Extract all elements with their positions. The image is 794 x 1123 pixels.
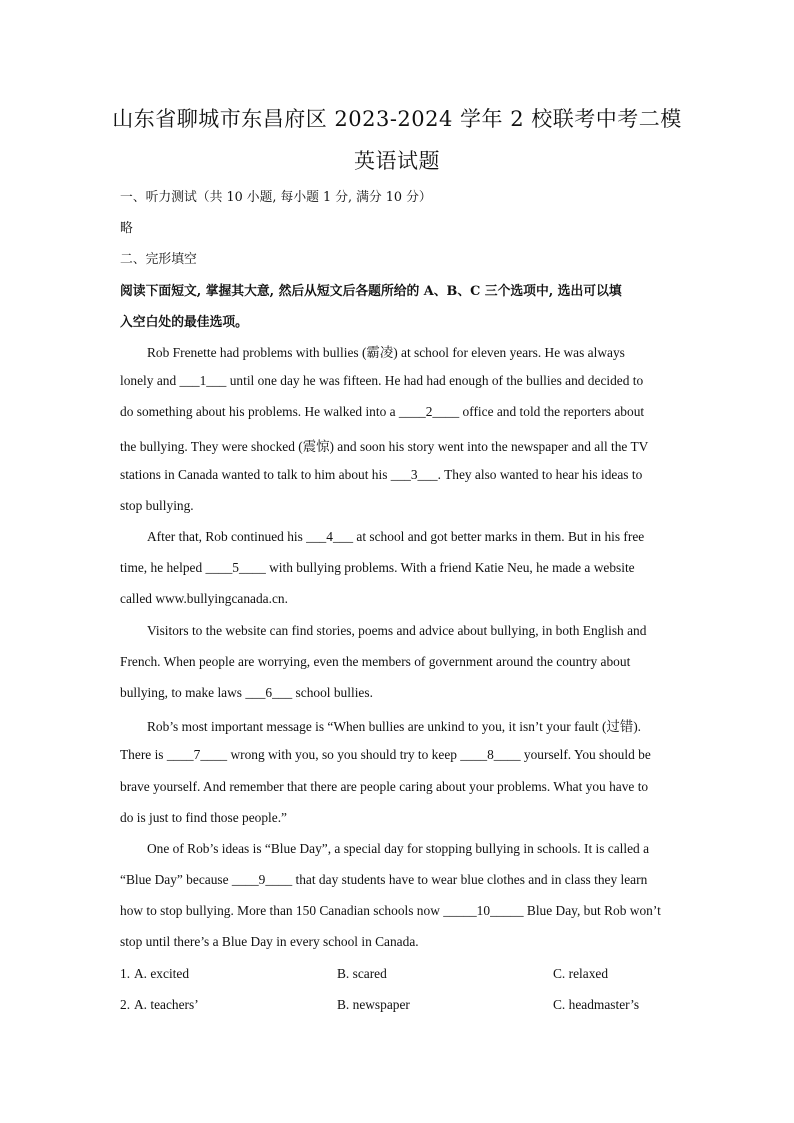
- document-title: 山东省聊城市东昌府区 2023-2024 学年 2 校联考中考二模: [112, 107, 682, 131]
- section2-instruction-line2: 入空白处的最佳选项。: [120, 315, 248, 330]
- passage-line: called www.bullyingcanada.cn.: [120, 591, 288, 606]
- option-c: C. headmaster’s: [553, 997, 640, 1012]
- passage-line: stop bullying.: [120, 498, 194, 513]
- option-b: B. newspaper: [337, 997, 410, 1012]
- section2-heading: 二、完形填空: [120, 252, 197, 267]
- passage-line: Rob’s most important message is “When bullies are unkind to you, it isn’t your fault (过错).: [147, 719, 642, 734]
- option-b: B. scared: [337, 966, 387, 981]
- section1-content: 略: [120, 221, 133, 236]
- passage-line: stop until there’s a Blue Day in every school in Canada.: [120, 934, 419, 949]
- passage-line: After that, Rob continued his ___4___ at school and got better marks in them. But in his free: [147, 529, 645, 544]
- passage-line: lonely and ___1___ until one day he was fifteen. He had had enough of the bullies and decided to: [120, 373, 644, 388]
- option-a: A. excited: [134, 966, 190, 981]
- option-a: A. teachers’: [134, 997, 199, 1012]
- passage-line: One of Rob’s ideas is “Blue Day”, a special day for stopping bullying in schools. It is called a: [147, 841, 650, 856]
- passage-line: “Blue Day” because ____9____ that day students have to wear blue clothes and in class they learn: [120, 872, 648, 887]
- option-c: C. relaxed: [553, 966, 609, 981]
- passage-line: do is just to find those people.”: [120, 810, 287, 825]
- question-number: 1.: [120, 966, 131, 981]
- document-subtitle: 英语试题: [354, 149, 440, 173]
- passage-line: stations in Canada wanted to talk to him about his ___3___. They also wanted to hear his ideas to: [120, 467, 643, 482]
- passage-line: the bullying. They were shocked (震惊) and soon his story went into the newspaper and all the TV: [120, 439, 649, 454]
- passage-line: French. When people are worrying, even the members of government around the country about: [120, 654, 631, 669]
- section1-heading: 一、听力测试（共 10 小题, 每小题 1 分, 满分 10 分）: [120, 190, 432, 205]
- passage-line: There is ____7____ wrong with you, so you should try to keep ____8____ yourself. You should be: [120, 747, 651, 762]
- passage-line: Visitors to the website can find stories, poems and advice about bullying, in both English and: [147, 623, 647, 638]
- section2-instruction-line1: 阅读下面短文, 掌握其大意, 然后从短文后各题所给的 A、B、C 三个选项中, 选出可以填: [120, 284, 622, 299]
- passage-line: Rob Frenette had problems with bullies (霸凌) at school for eleven years. He was always: [147, 345, 625, 360]
- passage-line: time, he helped ____5____ with bullying problems. With a friend Katie Neu, he made a website: [120, 560, 635, 575]
- passage-line: bullying, to make laws ___6___ school bullies.: [120, 685, 373, 700]
- passage-line: do something about his problems. He walked into a ____2____ office and told the reporters about: [120, 404, 645, 419]
- passage-line: how to stop bullying. More than 150 Canadian schools now _____10_____ Blue Day, but Rob won’t: [120, 903, 661, 918]
- passage-line: brave yourself. And remember that there are people caring about your problems. What you have to: [120, 779, 649, 794]
- question-number: 2.: [120, 997, 131, 1012]
